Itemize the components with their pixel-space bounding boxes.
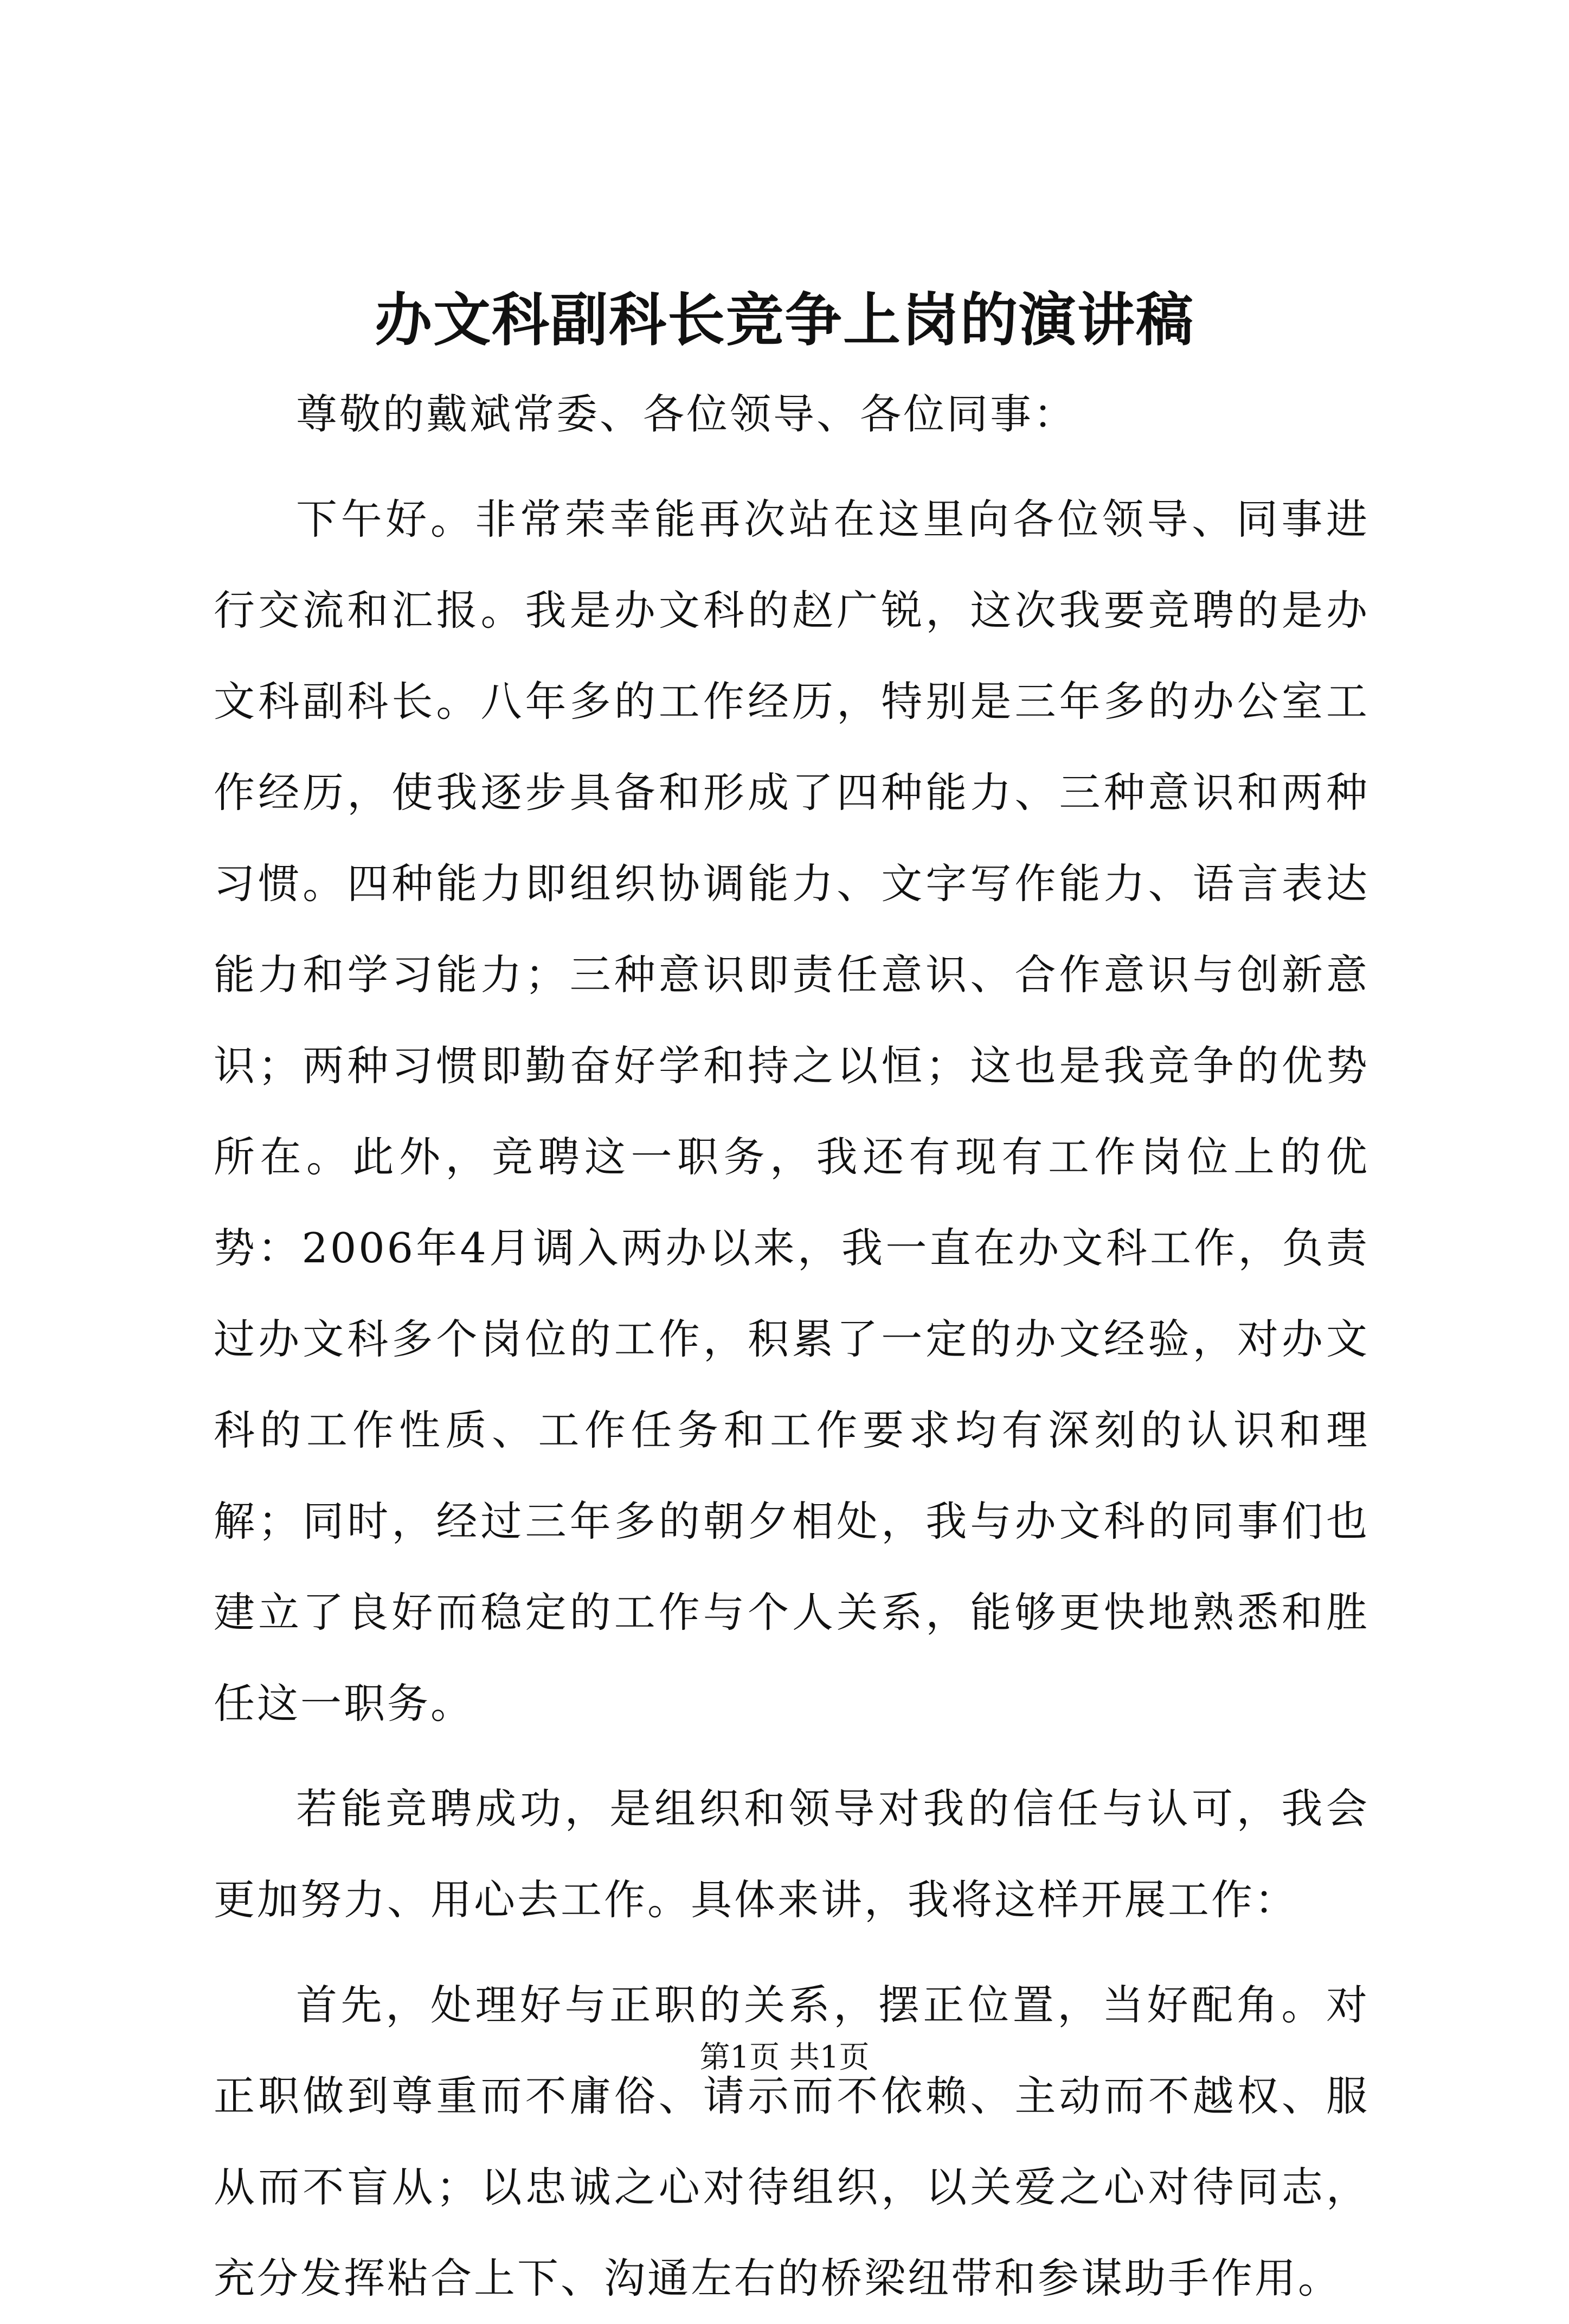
salutation-paragraph: 尊敬的戴斌常委、各位领导、各位同事： bbox=[296, 390, 1077, 438]
page-number-footer: 第1页 共1页 bbox=[699, 2040, 870, 2075]
body-paragraph-commitment: 若能竞聘成功，是组织和领导对我的信任与认可，我会更加努力、用心去工作。具体来讲，我将这样开展工作： bbox=[214, 1784, 1369, 1924]
document-title: 办文科副科长竞争上岗的演讲稿 bbox=[375, 286, 1194, 354]
document-body bbox=[214, 369, 1369, 2324]
body-paragraph-introduction: 下午好。非常荣幸能再次站在这里向各位领导、同事进行交流和汇报。我是办文科的赵广锐，这次我要竞聘的是办文科副科长。八年多的工作经历，特别是三年多的办公室工作经历，使我逐步具备和形成了四种能力、三种意识和两种习惯。四种能力即组织协调能力、文字写作能力、语言表达能力和学习能力；三种意识即责任意识、合作意识与创新意识；两种习惯即勤奋好学和持之以恒；这也是我竞争的优势所在。此外，竞聘这一职务，我还有现有工作岗位上的优势：2006年4月调入两办以来，我一直在办文科工作，负责过办文科多个岗位的工作，积累了一定的办文经验，对办文科的工作性质、工作任务和工作要求均有深刻的认识和理解；同时，经过三年多的朝夕相处，我与办文科的同事们也建立了良好而稳定的工作与个人关系，能够更快地熟悉和胜任这一职务。 bbox=[214, 495, 1369, 1728]
body-paragraph-first-point: 首先，处理好与正职的关系，摆正位置，当好配角。对正职做到尊重而不庸俗、请示而不依赖、主动而不越权、服从而不盲从；以忠诚之心对待组织，以关爱之心对待同志，充分发挥粘合上下、沟通左右的桥梁纽带和参谋助手作用。 bbox=[214, 1981, 1369, 2302]
